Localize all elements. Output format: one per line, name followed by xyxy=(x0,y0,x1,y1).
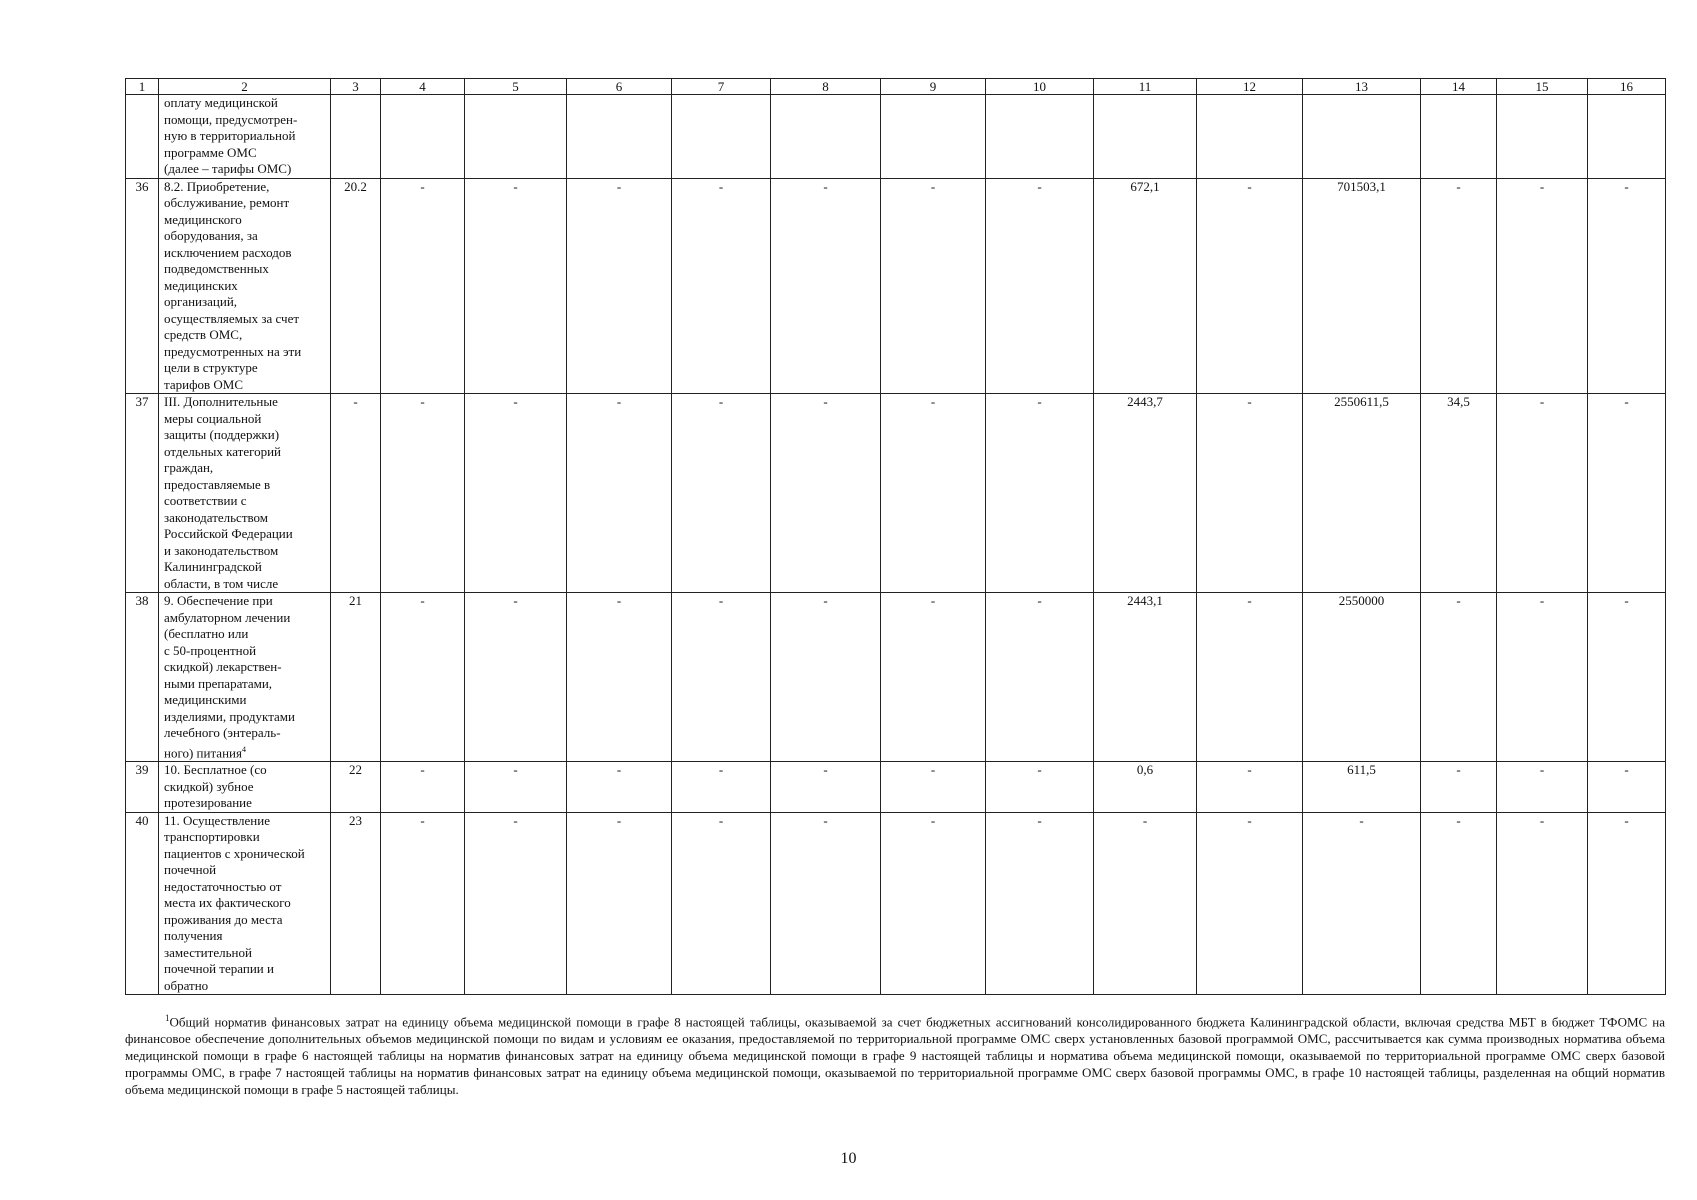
value-cell: - xyxy=(465,178,567,394)
value-cell: - xyxy=(381,394,465,593)
value-cell: 2443,1 xyxy=(1094,593,1197,762)
value-cell: - xyxy=(771,762,881,813)
value-cell: 20.2 xyxy=(331,178,381,394)
value-cell xyxy=(465,95,567,179)
column-number-row xyxy=(126,79,1666,95)
value-cell: - xyxy=(1588,394,1666,593)
table-row xyxy=(126,762,1666,813)
description-line: помощи, предусмотрен- xyxy=(164,111,298,127)
value-cell: - xyxy=(1497,178,1588,394)
row-number xyxy=(126,95,159,179)
column-number-cell: 5 xyxy=(465,79,567,95)
description-line: меры социальной xyxy=(164,410,262,426)
description-line: обслуживание, ремонт xyxy=(164,195,290,210)
column-number-cell: 16 xyxy=(1588,79,1666,95)
description-line: медицинского xyxy=(164,211,242,227)
value-cell: 21 xyxy=(331,593,381,762)
value-cell: - xyxy=(381,812,465,995)
value-cell: - xyxy=(986,593,1094,762)
row-description xyxy=(159,95,331,179)
value-cell: - xyxy=(381,762,465,813)
value-cell: - xyxy=(1588,593,1666,762)
row-description xyxy=(159,812,331,995)
value-cell: - xyxy=(881,812,986,995)
description-line: заместительной xyxy=(164,944,252,960)
description-line: почечной терапии и xyxy=(164,961,274,977)
value-cell: - xyxy=(1421,178,1497,394)
value-cell: - xyxy=(1497,593,1588,762)
value-cell: - xyxy=(986,812,1094,995)
description-line: медицинских xyxy=(164,277,238,293)
description-line: средств ОМС, xyxy=(164,327,243,342)
description-line: протезирование xyxy=(164,795,252,811)
value-cell xyxy=(1094,95,1197,179)
description-line: изделиями, продуктами xyxy=(164,708,295,724)
value-cell xyxy=(986,95,1094,179)
footnote xyxy=(125,1010,1665,1098)
value-cell: - xyxy=(381,178,465,394)
value-cell xyxy=(567,95,672,179)
description-line: III. Дополнительные xyxy=(164,394,278,409)
description-line: транспортировки xyxy=(164,829,260,845)
value-cell: 611,5 xyxy=(1303,762,1421,813)
description-line: исключением расходов xyxy=(164,244,292,260)
value-cell: - xyxy=(881,593,986,762)
column-number-cell: 1 xyxy=(126,79,159,95)
value-cell: - xyxy=(771,593,881,762)
value-cell: - xyxy=(986,762,1094,813)
column-number-cell: 7 xyxy=(672,79,771,95)
value-cell: 23 xyxy=(331,812,381,995)
normatives-table xyxy=(125,78,1666,995)
description-line: 9. Обеспечение при xyxy=(164,593,273,608)
description-line: 8.2. Приобретение, xyxy=(164,178,270,194)
column-number-cell: 6 xyxy=(567,79,672,95)
row-number: 38 xyxy=(126,593,159,762)
value-cell xyxy=(1303,95,1421,179)
value-cell: - xyxy=(771,812,881,995)
value-cell: - xyxy=(1497,762,1588,813)
description-line: почечной xyxy=(164,862,217,878)
value-cell: - xyxy=(881,178,986,394)
row-number: 40 xyxy=(126,812,159,995)
value-cell: - xyxy=(1421,593,1497,762)
column-number-cell: 15 xyxy=(1497,79,1588,95)
value-cell xyxy=(1421,95,1497,179)
description-line: амбулаторном лечении xyxy=(164,609,291,625)
table-row xyxy=(126,593,1666,762)
description-line: и законодательством xyxy=(164,542,279,558)
value-cell: - xyxy=(1497,394,1588,593)
value-cell: 701503,1 xyxy=(1303,178,1421,394)
value-cell: - xyxy=(672,593,771,762)
row-description xyxy=(159,394,331,593)
value-cell: - xyxy=(567,762,672,813)
table-row xyxy=(126,178,1666,394)
row-number: 39 xyxy=(126,762,159,813)
description-line: недостаточностью от xyxy=(164,878,282,894)
value-cell: - xyxy=(1197,394,1303,593)
description-line: организаций, xyxy=(164,294,238,309)
description-line: Калининградской xyxy=(164,559,262,574)
value-cell: - xyxy=(672,394,771,593)
value-cell xyxy=(672,95,771,179)
value-cell: - xyxy=(465,762,567,813)
value-cell: - xyxy=(567,394,672,593)
column-number-cell: 8 xyxy=(771,79,881,95)
value-cell: 34,5 xyxy=(1421,394,1497,593)
value-cell: - xyxy=(1094,812,1197,995)
value-cell: - xyxy=(1421,812,1497,995)
description-line: пациентов с хронической xyxy=(164,845,305,861)
description-line: получения xyxy=(164,928,223,944)
description-line: предоставляемые в xyxy=(164,476,271,492)
description-line: оборудования, за xyxy=(164,228,258,243)
column-number-cell: 9 xyxy=(881,79,986,95)
value-cell: - xyxy=(1588,762,1666,813)
row-description xyxy=(159,762,331,813)
description-line: отдельных категорий xyxy=(164,443,282,459)
description-line: (бесплатно или xyxy=(164,626,249,641)
value-cell: - xyxy=(567,593,672,762)
value-cell xyxy=(1197,95,1303,179)
description-line: программе ОМС xyxy=(164,144,257,160)
description-line: предусмотренных на эти xyxy=(164,343,302,359)
row-description xyxy=(159,593,331,762)
description-line: проживания до места xyxy=(164,911,283,927)
value-cell: - xyxy=(986,178,1094,394)
description-line: законодательством xyxy=(164,509,269,525)
row-number: 37 xyxy=(126,394,159,593)
value-cell: - xyxy=(1497,812,1588,995)
value-cell: - xyxy=(465,394,567,593)
value-cell: - xyxy=(881,394,986,593)
footnote-reference: 4 xyxy=(241,744,246,754)
value-cell: - xyxy=(672,178,771,394)
value-cell: - xyxy=(881,762,986,813)
value-cell: - xyxy=(1197,762,1303,813)
column-number-cell: 13 xyxy=(1303,79,1421,95)
row-description xyxy=(159,178,331,394)
footnote-mark: 1 xyxy=(165,1013,170,1023)
column-number-cell: 2 xyxy=(159,79,331,95)
value-cell xyxy=(1588,95,1666,179)
description-line: граждан, xyxy=(164,460,214,475)
description-line: 10. Бесплатное (со xyxy=(164,762,267,778)
value-cell xyxy=(1497,95,1588,179)
value-cell: - xyxy=(331,394,381,593)
page-number: 10 xyxy=(840,1150,857,1167)
value-cell: - xyxy=(381,593,465,762)
description-line: Российской Федерации xyxy=(164,526,293,541)
description-line: оплату медицинской xyxy=(164,95,278,110)
value-cell: - xyxy=(465,593,567,762)
value-cell: - xyxy=(1197,178,1303,394)
description-line: соответствии с xyxy=(164,493,247,508)
description-line: скидкой) лекарствен- xyxy=(164,659,282,674)
description-line: медицинскими xyxy=(164,692,247,707)
value-cell: - xyxy=(1588,812,1666,995)
value-cell: - xyxy=(672,812,771,995)
table-row xyxy=(126,812,1666,995)
value-cell: - xyxy=(672,762,771,813)
value-cell xyxy=(331,95,381,179)
description-line: ного) питания xyxy=(164,744,242,760)
value-cell xyxy=(881,95,986,179)
description-line: ную в территориальной xyxy=(164,128,296,143)
value-cell: 2550000 xyxy=(1303,593,1421,762)
value-cell: - xyxy=(1421,762,1497,813)
value-cell: 0,6 xyxy=(1094,762,1197,813)
value-cell: 2550611,5 xyxy=(1303,394,1421,593)
value-cell: 22 xyxy=(331,762,381,813)
description-line: защиты (поддержки) xyxy=(164,427,280,442)
description-line: подведомственных xyxy=(164,261,269,276)
description-line: ными препаратами, xyxy=(164,675,273,691)
value-cell: - xyxy=(1588,178,1666,394)
description-line: обратно xyxy=(164,977,209,993)
value-cell: - xyxy=(567,178,672,394)
value-cell: - xyxy=(1197,812,1303,995)
value-cell: - xyxy=(567,812,672,995)
value-cell: 672,1 xyxy=(1094,178,1197,394)
column-number-cell: 11 xyxy=(1094,79,1197,95)
description-line: (далее – тарифы ОМС) xyxy=(164,161,292,176)
description-line: 11. Осуществление xyxy=(164,812,270,828)
value-cell: - xyxy=(771,394,881,593)
description-line: лечебного (энтераль- xyxy=(164,725,281,740)
column-number-cell: 3 xyxy=(331,79,381,95)
value-cell: - xyxy=(1197,593,1303,762)
column-number-cell: 14 xyxy=(1421,79,1497,95)
value-cell: - xyxy=(986,394,1094,593)
description-line: осуществляемых за счет xyxy=(164,310,300,326)
description-line: с 50-процентной xyxy=(164,642,257,658)
column-number-cell: 12 xyxy=(1197,79,1303,95)
table-row xyxy=(126,95,1666,179)
description-line: области, в том числе xyxy=(164,575,279,591)
description-line: места их фактического xyxy=(164,895,291,911)
description-line: тарифов ОМС xyxy=(164,376,243,392)
value-cell xyxy=(381,95,465,179)
footnote-text: Общий норматив финансовых затрат на единицу объема медицинской помощи в графе 8 настоящей таблицы, оказываемой за счет бюджетных ассигнований консолидированного бюджета Калининградской области, включая средства МБТ в бюджет ТФОМС на финансовое обеспечение дополнительных объемов медицинской помощи по видам и условиям ее оказания, предоставляемой по территориальной программе ОМС сверх установленных базовой программой ОМС, рассчитывается как сумма производных норматива объема медицинской помощи в графе 6 настоящей таблицы на норматив финансовых затрат на единицу объема медицинской помощи в графе 9 настоящей таблицы и норматива объема медицинской помощи, оказываемой по территориальной программе ОМС сверх базовой программы ОМС, в графе 7 настоящей таблицы на норматив финансовых затрат на единицу объема медицинской помощи, оказываемой по территориальной программе ОМС сверх базовой программы ОМС, в графе 10 настоящей таблицы, разделенная на общий норматив объема медицинской помощи в графе 5 настоящей таблицы. xyxy=(125,1014,1665,1098)
table-row xyxy=(126,394,1666,593)
row-number: 36 xyxy=(126,178,159,394)
column-number-cell: 4 xyxy=(381,79,465,95)
value-cell: - xyxy=(1303,812,1421,995)
value-cell: 2443,7 xyxy=(1094,394,1197,593)
value-cell: - xyxy=(465,812,567,995)
description-line: цели в структуре xyxy=(164,360,258,375)
column-number-cell: 10 xyxy=(986,79,1094,95)
description-line: скидкой) зубное xyxy=(164,778,254,794)
value-cell xyxy=(771,95,881,179)
value-cell: - xyxy=(771,178,881,394)
